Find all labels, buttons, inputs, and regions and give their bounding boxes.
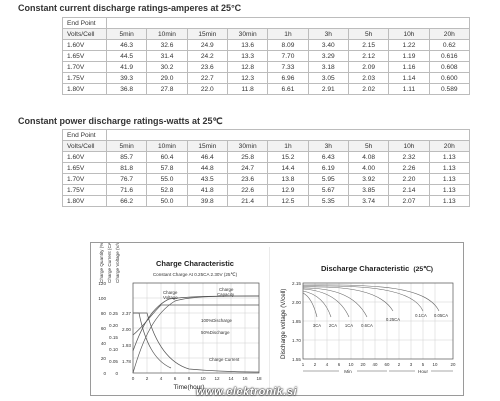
discharge-y-tick: 2.00 xyxy=(292,300,301,305)
table-row xyxy=(63,152,470,163)
table-cell: 41.9 xyxy=(107,62,147,73)
charge-qty-tick: 20 xyxy=(100,356,106,361)
discharge-characteristic-chart xyxy=(269,243,463,395)
column-header: 1h xyxy=(268,141,308,152)
table-cell: 1.22 xyxy=(389,40,429,51)
volts-per-cell-header: Volts/Cell xyxy=(63,29,107,40)
discharge-x-tick: 1 xyxy=(301,362,305,367)
table-cell: 41.8 xyxy=(187,185,227,196)
table-cell: 66.2 xyxy=(107,196,147,207)
column-header: 20h xyxy=(429,29,469,40)
table-cell: 22.6 xyxy=(227,185,267,196)
charge-voltage-tick: 2.37 xyxy=(122,311,131,316)
table-cell: 1.13 xyxy=(429,152,469,163)
discharge-x-tick: 60 xyxy=(384,362,390,367)
table-cell: 3.92 xyxy=(348,174,388,185)
charge-characteristic-chart xyxy=(91,243,269,395)
table-cell: 6.61 xyxy=(268,84,308,95)
table-cell: 13.8 xyxy=(268,174,308,185)
table-cell: 13.6 xyxy=(227,40,267,51)
table-cell: 1.19 xyxy=(389,51,429,62)
table-cell: 3.40 xyxy=(308,40,348,51)
column-header: 5h xyxy=(348,29,388,40)
table-cell: 6.43 xyxy=(308,152,348,163)
label-charge-capacity-1: Charge xyxy=(219,287,234,292)
table-cell: 50.0 xyxy=(147,196,187,207)
row-voltage: 1.70V xyxy=(63,62,107,73)
table-cell: 12.8 xyxy=(227,62,267,73)
table-cell: 22.0 xyxy=(187,84,227,95)
column-header: 10min xyxy=(147,141,187,152)
table-cell: 85.7 xyxy=(107,152,147,163)
table-row xyxy=(63,84,470,95)
discharge-x-tick: 20 xyxy=(450,362,456,367)
charge-qty-tick: 100 xyxy=(98,296,106,301)
end-point-row xyxy=(63,130,470,141)
table-cell: 12.5 xyxy=(268,196,308,207)
watermark: www.elektronik.si xyxy=(196,386,298,398)
discharge-y-tick: 1.85 xyxy=(292,319,301,324)
discharge-y-tick: 1.70 xyxy=(292,338,301,343)
charge-x-tick: 14 xyxy=(228,376,234,381)
table-cell: 52.8 xyxy=(147,185,187,196)
charge-current-tick: 0 xyxy=(115,371,118,376)
table-cell: 39.3 xyxy=(107,73,147,84)
charge-chart-subtitle: Constant Charge At 0.25CA 2.30V (25℃) xyxy=(152,272,238,277)
header-row xyxy=(63,141,470,152)
table-row xyxy=(63,174,470,185)
table-cell: 24.2 xyxy=(187,51,227,62)
table-cell: 1.11 xyxy=(389,84,429,95)
table-cell: 4.08 xyxy=(348,152,388,163)
table-cell: 57.8 xyxy=(147,163,187,174)
charge-capacity-100-curve xyxy=(133,296,259,373)
table-cell: 2.07 xyxy=(389,196,429,207)
row-voltage: 1.60V xyxy=(63,40,107,51)
table-cell: 2.20 xyxy=(389,174,429,185)
curve-0.25ca xyxy=(303,287,393,311)
table-cell: 6.19 xyxy=(308,163,348,174)
discharge-x-unit-min: Min xyxy=(344,369,352,374)
charge-qty-tick: 120 xyxy=(98,281,106,286)
charge-qty-tick: 0 xyxy=(103,371,106,376)
table-cell: 44.8 xyxy=(187,163,227,174)
label-charge-capacity-2: Capacity xyxy=(217,292,235,297)
charge-x-tick: 6 xyxy=(173,376,177,381)
table-cell: 36.8 xyxy=(107,84,147,95)
curve-0.6ca xyxy=(303,288,367,317)
discharge-x-tick: 5 xyxy=(421,362,425,367)
column-header: 15min xyxy=(187,29,227,40)
table-cell: 0.616 xyxy=(429,51,469,62)
charge-voltage-curve xyxy=(133,305,259,335)
table-cell: 22.7 xyxy=(187,73,227,84)
table-row xyxy=(63,185,470,196)
table-cell: 2.09 xyxy=(348,62,388,73)
power-discharge-table xyxy=(62,129,470,207)
end-point-row xyxy=(63,18,470,29)
table-cell: 0.62 xyxy=(429,40,469,51)
table-row xyxy=(63,40,470,51)
discharge-y-tick: 2.15 xyxy=(292,281,301,286)
table-cell: 2.12 xyxy=(348,51,388,62)
row-voltage: 1.75V xyxy=(63,73,107,84)
table-cell: 1.14 xyxy=(389,73,429,84)
charge-current-tick: 0.05 xyxy=(109,359,118,364)
table-cell: 29.0 xyxy=(147,73,187,84)
current-table-title: Constant current discharge ratings-amperes at 25°C xyxy=(18,3,242,13)
table-cell: 8.09 xyxy=(268,40,308,51)
table-cell: 3.29 xyxy=(308,51,348,62)
volts-per-cell-header: Volts/Cell xyxy=(63,141,107,152)
table-cell: 2.91 xyxy=(308,84,348,95)
characteristics-panel xyxy=(90,242,464,396)
table-cell: 1.13 xyxy=(429,163,469,174)
table-row xyxy=(63,196,470,207)
row-voltage: 1.75V xyxy=(63,185,107,196)
current-discharge-table xyxy=(62,17,470,95)
charge-quantity-header: Charge Quantity (%) xyxy=(99,243,104,283)
table-cell: 1.16 xyxy=(389,62,429,73)
charge-x-tick: 18 xyxy=(256,376,262,381)
end-point-spacer xyxy=(107,130,470,141)
discharge-x-tick: 2 xyxy=(313,362,317,367)
table-cell: 32.6 xyxy=(147,40,187,51)
table-cell: 46.4 xyxy=(187,152,227,163)
table-cell: 1.13 xyxy=(429,185,469,196)
table-cell: 3.18 xyxy=(308,62,348,73)
table-cell: 21.4 xyxy=(227,196,267,207)
charge-qty-tick: 60 xyxy=(100,326,106,331)
table-cell: 5.95 xyxy=(308,174,348,185)
row-voltage: 1.65V xyxy=(63,163,107,174)
charge-current-tick: 0.15 xyxy=(109,335,118,340)
table-cell: 0.589 xyxy=(429,84,469,95)
discharge-x-tick: 40 xyxy=(372,362,378,367)
table-cell: 46.3 xyxy=(107,40,147,51)
table-cell: 23.6 xyxy=(187,62,227,73)
charge-qty-tick: 80 xyxy=(100,311,106,316)
curve-label-0.6ca: 0.6CA xyxy=(361,323,373,328)
row-voltage: 1.65V xyxy=(63,51,107,62)
column-header: 20h xyxy=(429,141,469,152)
row-voltage: 1.70V xyxy=(63,174,107,185)
table-cell: 12.9 xyxy=(268,185,308,196)
discharge-x-tick: 3 xyxy=(409,362,413,367)
column-header: 30min xyxy=(227,141,267,152)
column-header: 5h xyxy=(348,141,388,152)
table-cell: 2.02 xyxy=(348,84,388,95)
table-cell: 3.05 xyxy=(308,73,348,84)
discharge-x-tick: 10 xyxy=(432,362,438,367)
curve-label-0.05ca: 0.05CA xyxy=(434,313,448,318)
table-cell: 55.0 xyxy=(147,174,187,185)
column-header: 10min xyxy=(147,29,187,40)
curve-label-0.25ca: 0.25CA xyxy=(386,317,400,322)
table-cell: 15.2 xyxy=(268,152,308,163)
charge-current-header: Charge Current (CA) xyxy=(107,243,112,283)
table-row xyxy=(63,73,470,84)
column-header: 3h xyxy=(308,141,348,152)
discharge-x-tick: 4 xyxy=(325,362,329,367)
charge-voltage-tick: 2.00 xyxy=(122,327,131,332)
charge-current-curve xyxy=(133,313,259,372)
table-cell: 39.8 xyxy=(187,196,227,207)
table-cell: 24.7 xyxy=(227,163,267,174)
charge-x-tick: 10 xyxy=(200,376,206,381)
column-header: 30min xyxy=(227,29,267,40)
row-voltage: 1.80V xyxy=(63,196,107,207)
charge-current-curve-2 xyxy=(133,313,171,368)
label-charge-voltage-1: Charge xyxy=(163,290,178,295)
header-row xyxy=(63,29,470,40)
table-cell: 1.13 xyxy=(429,196,469,207)
table-cell: 6.96 xyxy=(268,73,308,84)
table-cell: 2.32 xyxy=(389,152,429,163)
table-cell: 12.3 xyxy=(227,73,267,84)
table-cell: 5.67 xyxy=(308,185,348,196)
table-cell: 14.4 xyxy=(268,163,308,174)
table-cell: 27.8 xyxy=(147,84,187,95)
row-voltage: 1.60V xyxy=(63,152,107,163)
charge-voltage-tick: 1.78 xyxy=(122,359,131,364)
table-cell: 25.8 xyxy=(227,152,267,163)
discharge-x-tick: 20 xyxy=(360,362,366,367)
table-cell: 0.608 xyxy=(429,62,469,73)
charge-x-tick: 16 xyxy=(242,376,248,381)
curve-label-3ca: 3CA xyxy=(312,323,322,328)
table-cell: 3.74 xyxy=(348,196,388,207)
label-100-discharge: 100%Discharge xyxy=(201,318,232,323)
discharge-x-tick: 6 xyxy=(337,362,341,367)
table-cell: 7.33 xyxy=(268,62,308,73)
table-cell: 2.15 xyxy=(348,40,388,51)
discharge-chart-title: Discharge Characteristic (25℃) xyxy=(320,264,434,273)
charge-x-tick: 8 xyxy=(187,376,191,381)
table-row xyxy=(63,62,470,73)
charge-voltage-tick: 1.93 xyxy=(122,343,131,348)
charge-voltage-header: Charge Voltage (V/cell) xyxy=(115,243,120,283)
table-cell: 60.4 xyxy=(147,152,187,163)
table-cell: 2.26 xyxy=(389,163,429,174)
table-cell: 24.9 xyxy=(187,40,227,51)
charge-x-tick: 2 xyxy=(145,376,149,381)
curve-label-1ca: 1CA xyxy=(344,323,354,328)
column-header: 10h xyxy=(389,29,429,40)
charge-current-tick: 0.20 xyxy=(109,323,118,328)
column-header: 3h xyxy=(308,29,348,40)
table-row xyxy=(63,51,470,62)
discharge-y-label: Discharge voltage (V/cell) xyxy=(280,288,287,359)
curve-label-0.1ca: 0.1CA xyxy=(415,313,427,318)
charge-x-tick: 0 xyxy=(131,376,135,381)
end-point-label: End Point xyxy=(63,18,107,29)
table-cell: 13.3 xyxy=(227,51,267,62)
table-cell: 4.00 xyxy=(348,163,388,174)
discharge-x-unit-hour: Hour xyxy=(418,369,428,374)
label-50-discharge: 50%Discharge xyxy=(201,330,230,335)
row-voltage: 1.80V xyxy=(63,84,107,95)
charge-current-tick: 0.10 xyxy=(109,347,118,352)
table-row xyxy=(63,163,470,174)
label-charge-current: Charge Current xyxy=(209,357,240,362)
table-cell: 3.85 xyxy=(348,185,388,196)
column-header: 15min xyxy=(187,141,227,152)
table-cell: 23.6 xyxy=(227,174,267,185)
curve-label-2ca: 2CA xyxy=(328,323,338,328)
discharge-x-tick: 10 xyxy=(348,362,354,367)
table-cell: 2.03 xyxy=(348,73,388,84)
table-cell: 44.5 xyxy=(107,51,147,62)
power-table-title: Constant power discharge ratings-watts at 25℃ xyxy=(18,116,223,126)
charge-qty-tick: 40 xyxy=(100,341,106,346)
table-cell: 43.5 xyxy=(187,174,227,185)
charge-x-tick: 12 xyxy=(214,376,220,381)
charge-x-label: Time(hour) xyxy=(173,384,205,391)
table-cell: 1.13 xyxy=(429,174,469,185)
column-header: 5min xyxy=(107,141,147,152)
charge-chart-title: Charge Characteristic xyxy=(156,259,234,268)
discharge-x-tick: 2 xyxy=(397,362,401,367)
table-cell: 81.8 xyxy=(107,163,147,174)
table-cell: 5.35 xyxy=(308,196,348,207)
table-cell: 76.7 xyxy=(107,174,147,185)
end-point-spacer xyxy=(107,18,470,29)
table-cell: 2.14 xyxy=(389,185,429,196)
column-header: 10h xyxy=(389,141,429,152)
table-cell: 71.6 xyxy=(107,185,147,196)
column-header: 1h xyxy=(268,29,308,40)
table-cell: 0.600 xyxy=(429,73,469,84)
discharge-y-tick: 1.55 xyxy=(292,357,301,362)
table-cell: 7.70 xyxy=(268,51,308,62)
charge-x-tick: 4 xyxy=(159,376,163,381)
table-cell: 30.2 xyxy=(147,62,187,73)
table-cell: 11.8 xyxy=(227,84,267,95)
table-cell: 31.4 xyxy=(147,51,187,62)
curve-0.05ca xyxy=(303,285,439,311)
column-header: 5min xyxy=(107,29,147,40)
end-point-label: End Point xyxy=(63,130,107,141)
label-charge-voltage-2: Voltage xyxy=(163,295,178,300)
charge-current-tick: 0.25 xyxy=(109,311,118,316)
